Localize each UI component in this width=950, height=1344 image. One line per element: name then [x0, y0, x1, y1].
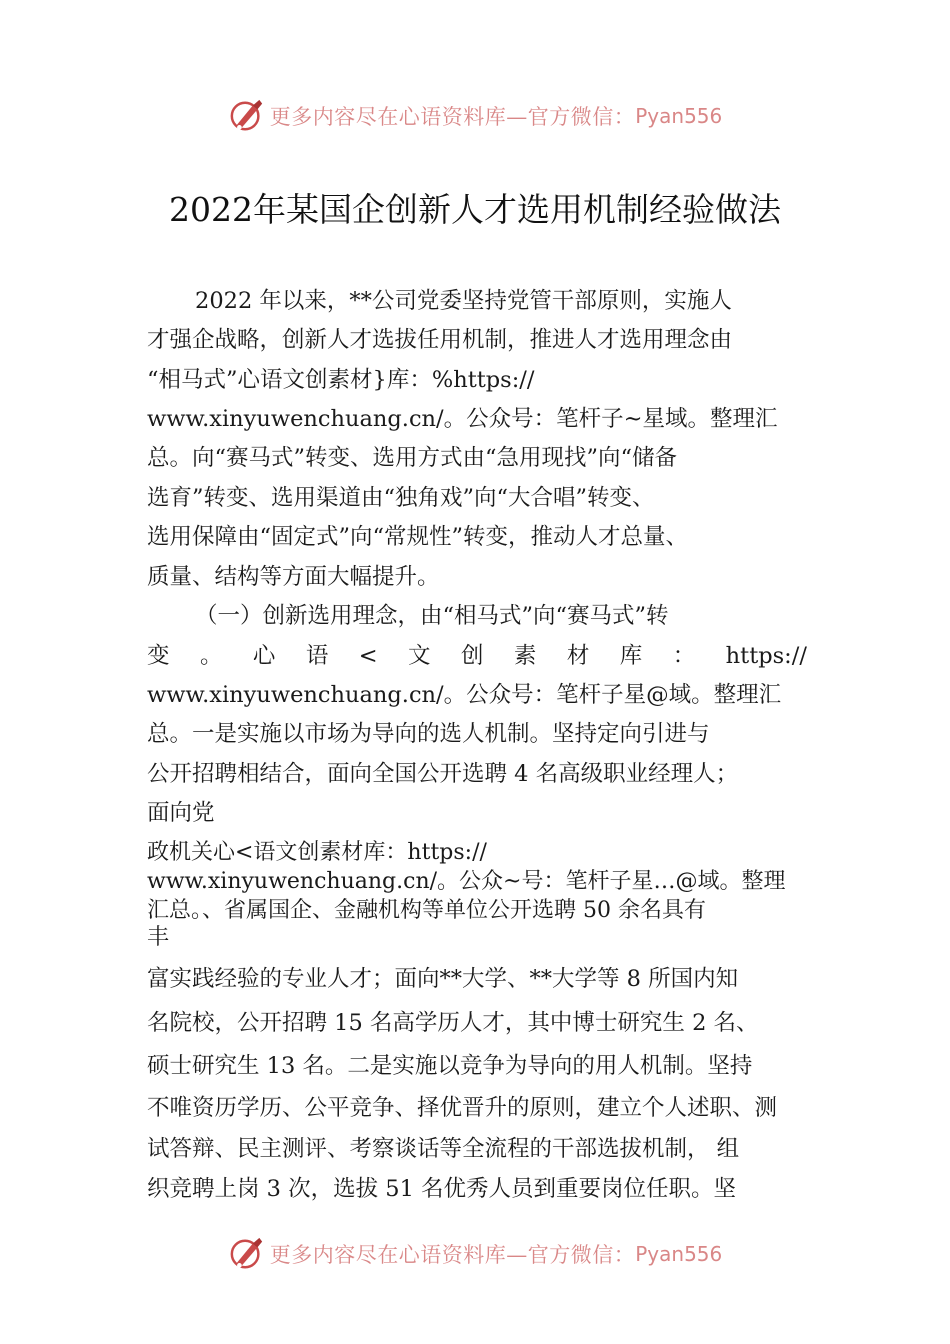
spread-token: 素 — [513, 643, 537, 669]
spread-token: < — [358, 643, 378, 669]
footer-banner-text: 更多内容尽在心语资料库—官方微信： — [269, 1243, 636, 1267]
body-line: 公开招聘相结合，面向全国公开选聘 4 名高级职业经理人； — [147, 761, 739, 787]
body-line: 富实践经验的专业人才；面向**大学、**大学等 8 所国内知 — [147, 966, 739, 992]
spread-token: 文 — [408, 643, 431, 669]
footer-wechat-id: Pyan556 — [635, 1242, 723, 1266]
body-line: 政机关心<语文创素材库：https:// — [147, 840, 487, 865]
body-line: 总。向“赛马式”转变、选用方式由“急用现找”向“储备 — [147, 445, 678, 471]
body-line: 选育”转变、选用渠道由“独角戏”向“大合唱”转变、 — [147, 485, 655, 511]
pen-logo-icon — [228, 98, 266, 134]
body-line: 质量、结构等方面大幅提升。 — [147, 564, 440, 590]
spread-token: 材 — [566, 643, 590, 669]
spread-token: 创 — [460, 643, 484, 669]
body-line: 总。一是实施以市场为导向的选人机制。坚持定向引进与 — [147, 721, 710, 747]
body-line: 选用保障由“固定式”向“常规性”转变，推动人才总量、 — [147, 524, 689, 550]
pen-logo-icon — [228, 1236, 266, 1272]
spread-token: 。 — [199, 643, 223, 669]
header-wechat-id: Pyan556 — [635, 104, 723, 128]
footer-banner — [0, 1234, 950, 1274]
body-line: 硕士研究生 13 名。二是实施以竞争为导向的用人机制。坚持 — [147, 1053, 753, 1079]
section-heading-line: （一）创新选用理念，由“相马式”向“赛马式”转 — [195, 603, 669, 629]
body-line: 汇总。、省属国企、金融机构等单位公开选聘 50 余名具有 — [147, 898, 706, 923]
spread-token: 库 — [619, 643, 643, 669]
spread-token: https:// — [725, 643, 807, 669]
body-line: 面向党 — [147, 800, 215, 826]
document-title: 2022年某国企创新人才选用机制经验做法 — [169, 190, 781, 229]
header-banner — [0, 96, 950, 136]
body-line: www.xinyuwenchuang.cn/。公众号：笔杆子星@域。整理汇 — [147, 682, 782, 708]
body-line: 丰 — [147, 925, 170, 950]
body-line: 才强企战略，创新人才选拔任用机制，推进人才选用理念由 — [147, 327, 733, 353]
header-banner-text: 更多内容尽在心语资料库—官方微信： — [269, 105, 636, 129]
body-line: www.xinyuwenchuang.cn/。公众号：笔杆子~星域。整理汇 — [147, 406, 778, 432]
body-line: 试答辩、民主测评、考察谈话等全流程的干部选拔机制， 组 — [147, 1136, 740, 1162]
body-line: 织竞聘上岗 3 次，选拔 51 名优秀人员到重要岗位任职。坚 — [147, 1176, 737, 1202]
body-line: www.xinyuwenchuang.cn/。公众~号：笔杆子星…@域。整理 — [147, 869, 786, 894]
spread-token: 变 — [147, 643, 170, 669]
body-line: 名院校，公开招聘 15 名高学历人才，其中博士研究生 2 名、 — [147, 1010, 759, 1036]
body-line: “相马式”心语文创素材}库：%https:// — [147, 367, 535, 393]
body-line: 2022 年以来，**公司党委坚持党管干部原则，实施人 — [195, 288, 732, 314]
spread-justified-line — [147, 641, 807, 671]
spread-token: 语 — [305, 643, 329, 669]
spread-token: 心 — [252, 643, 276, 669]
spread-token: ： — [672, 643, 696, 669]
body-line: 不唯资历学历、公平竞争、择优晋升的原则，建立个人述职、测 — [147, 1095, 778, 1121]
